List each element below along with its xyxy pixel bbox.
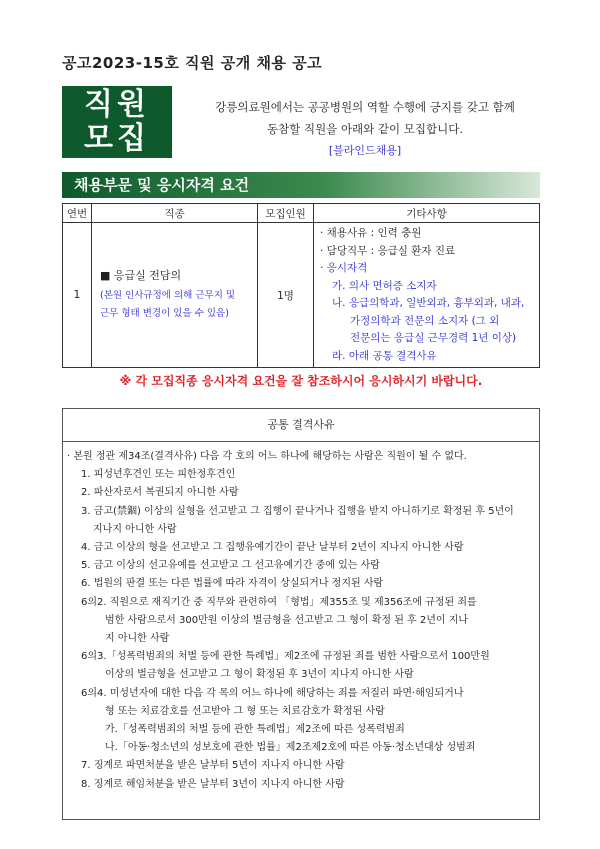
- list-item: 6의4. 미성년자에 대한 다음 각 목의 어느 하나에 해당하는 죄를 저질러 파면·해임되거나: [81, 687, 464, 699]
- row-job: [92, 223, 258, 368]
- recruit-table: [62, 203, 540, 368]
- notice-title: 공고2023-15호 직원 공개 채용 공고: [62, 54, 323, 72]
- common-body: [63, 442, 539, 794]
- list-item: 5. 금고 이상의 선고유예를 선고받고 그 선고유예기간 중에 있는 사람: [81, 560, 380, 572]
- common-disqualification-box: [62, 408, 540, 820]
- etc-qual-title: · 응시자격: [320, 262, 368, 274]
- table-header-row: [63, 204, 540, 223]
- etc-qual-c: 라. 아래 공통 결격사유: [332, 349, 437, 362]
- common-lead: · 본원 정관 제34조(결격사유) 다음 각 호의 어느 하나에 해당하는 사람은 직원이 될 수 없다.: [67, 451, 467, 462]
- list-item: 1. 피성년후견인 또는 피한정후견인: [81, 469, 236, 481]
- section-title-bar: [62, 172, 540, 198]
- etc-qual-b3: 전문의는 응급실 근무경력 1년 이상): [350, 332, 517, 344]
- section-title: 채용부문 및 응시자격 요건: [74, 176, 250, 194]
- job-title: ■ 응급실 전담의: [100, 269, 182, 282]
- job-note-line1: (본원 인사규정에 의해 근무지 및: [100, 290, 236, 301]
- list-item: 6. 법원의 판결 또는 다른 법률에 따라 자격이 상실되거나 정지된 사람: [81, 578, 384, 590]
- etc-qual-a: 가. 의사 면허증 소지자: [332, 279, 437, 292]
- list-item-cont: 형 또는 치료감호를 선고받아 그 형 또는 치료감호가 확정된 사람: [105, 705, 385, 717]
- list-item: 4. 금고 이상의 형을 선고받고 그 집행유예기간이 끝난 날부터 2년이 지나지 아니한 사람: [81, 542, 464, 554]
- job-note: [92, 287, 257, 323]
- row-etc: [314, 223, 540, 368]
- list-item: 6의3.「성폭력범죄의 처벌 등에 관한 특례법」제2조에 규정된 죄를 범한 사람으로서 100만원: [81, 651, 490, 663]
- intro-text: [185, 96, 545, 162]
- list-item-cont: 이상의 벌금형을 선고받고 그 형이 확정된 후 3년이 지나지 아니한 사람: [105, 669, 414, 681]
- common-title: 공통 결격사유: [63, 409, 539, 442]
- header-etc: 기타사항: [314, 204, 540, 223]
- list-item: 3. 금고(禁錮) 이상의 실형을 선고받고 그 집행이 끝나거나 집행을 받지 아니하기로 확정된 후 5년이: [81, 505, 514, 517]
- list-item-sub: 가.「성폭력범죄의 처벌 등에 관한 특례법」제2조에 따른 성폭력범죄: [105, 724, 405, 736]
- etc-qual-b1: 나. 응급의학과, 일반외과, 흉부외과, 내과,: [332, 297, 525, 309]
- etc-duty: · 담당직무 : 응급실 환자 진료: [320, 244, 456, 257]
- list-item: 2. 파산자로서 복권되지 아니한 사람: [81, 487, 239, 499]
- list-item: 6의2. 직원으로 재직기간 중 직무와 관련하여 「형법」제355조 및 제356조에 규정된 죄를: [81, 596, 477, 608]
- list-item-cont: 지 아니한 사람: [105, 633, 170, 645]
- job-note-line2: 근무 형태 변경이 있을 수 있음): [100, 308, 229, 319]
- list-item-sub: 나.「아동·청소년의 성보호에 관한 법률」제2조제2호에 따른 아동·청소년대상 성범죄: [105, 742, 476, 754]
- blind-label: [블라인드채용]: [328, 144, 402, 157]
- warning-text: ※ 각 모집직종 응시자격 요건을 잘 참조하시어 응시하시기 바랍니다.: [119, 374, 483, 388]
- header-job: 직종: [92, 204, 258, 223]
- logo-line2: 모집: [84, 121, 150, 156]
- intro-line1: 강릉의료원에서는 공공병원의 역할 수행에 긍지를 갖고 함께: [215, 100, 515, 114]
- etc-qual-b2: 가정의학과 전문의 소지자 (그 외: [350, 314, 500, 327]
- list-item: 8. 징계로 해임처분을 받은 날부터 3년이 지나지 아니한 사람: [81, 778, 345, 790]
- list-item-cont: 범한 사람으로서 300만원 이상의 벌금형을 선고받고 그 형이 확정 된 후 2년이 지나: [105, 614, 469, 626]
- table-row: [63, 223, 540, 368]
- row-count: 1명: [258, 223, 314, 368]
- header-no: 연번: [63, 204, 92, 223]
- row-no: 1: [63, 223, 92, 368]
- header-count: 모집인원: [258, 204, 314, 223]
- logo-line1: 직원: [84, 87, 150, 122]
- list-item: 7. 징계로 파면처분을 받은 날부터 5년이 지나지 아니한 사람: [81, 760, 345, 772]
- list-item-cont: 지나지 아니한 사람: [93, 523, 177, 535]
- etc-reason: · 채용사유 : 인력 충원: [320, 227, 422, 239]
- recruit-logo: [62, 86, 172, 158]
- intro-line2: 동참할 직원을 아래와 같이 모집합니다.: [266, 122, 464, 136]
